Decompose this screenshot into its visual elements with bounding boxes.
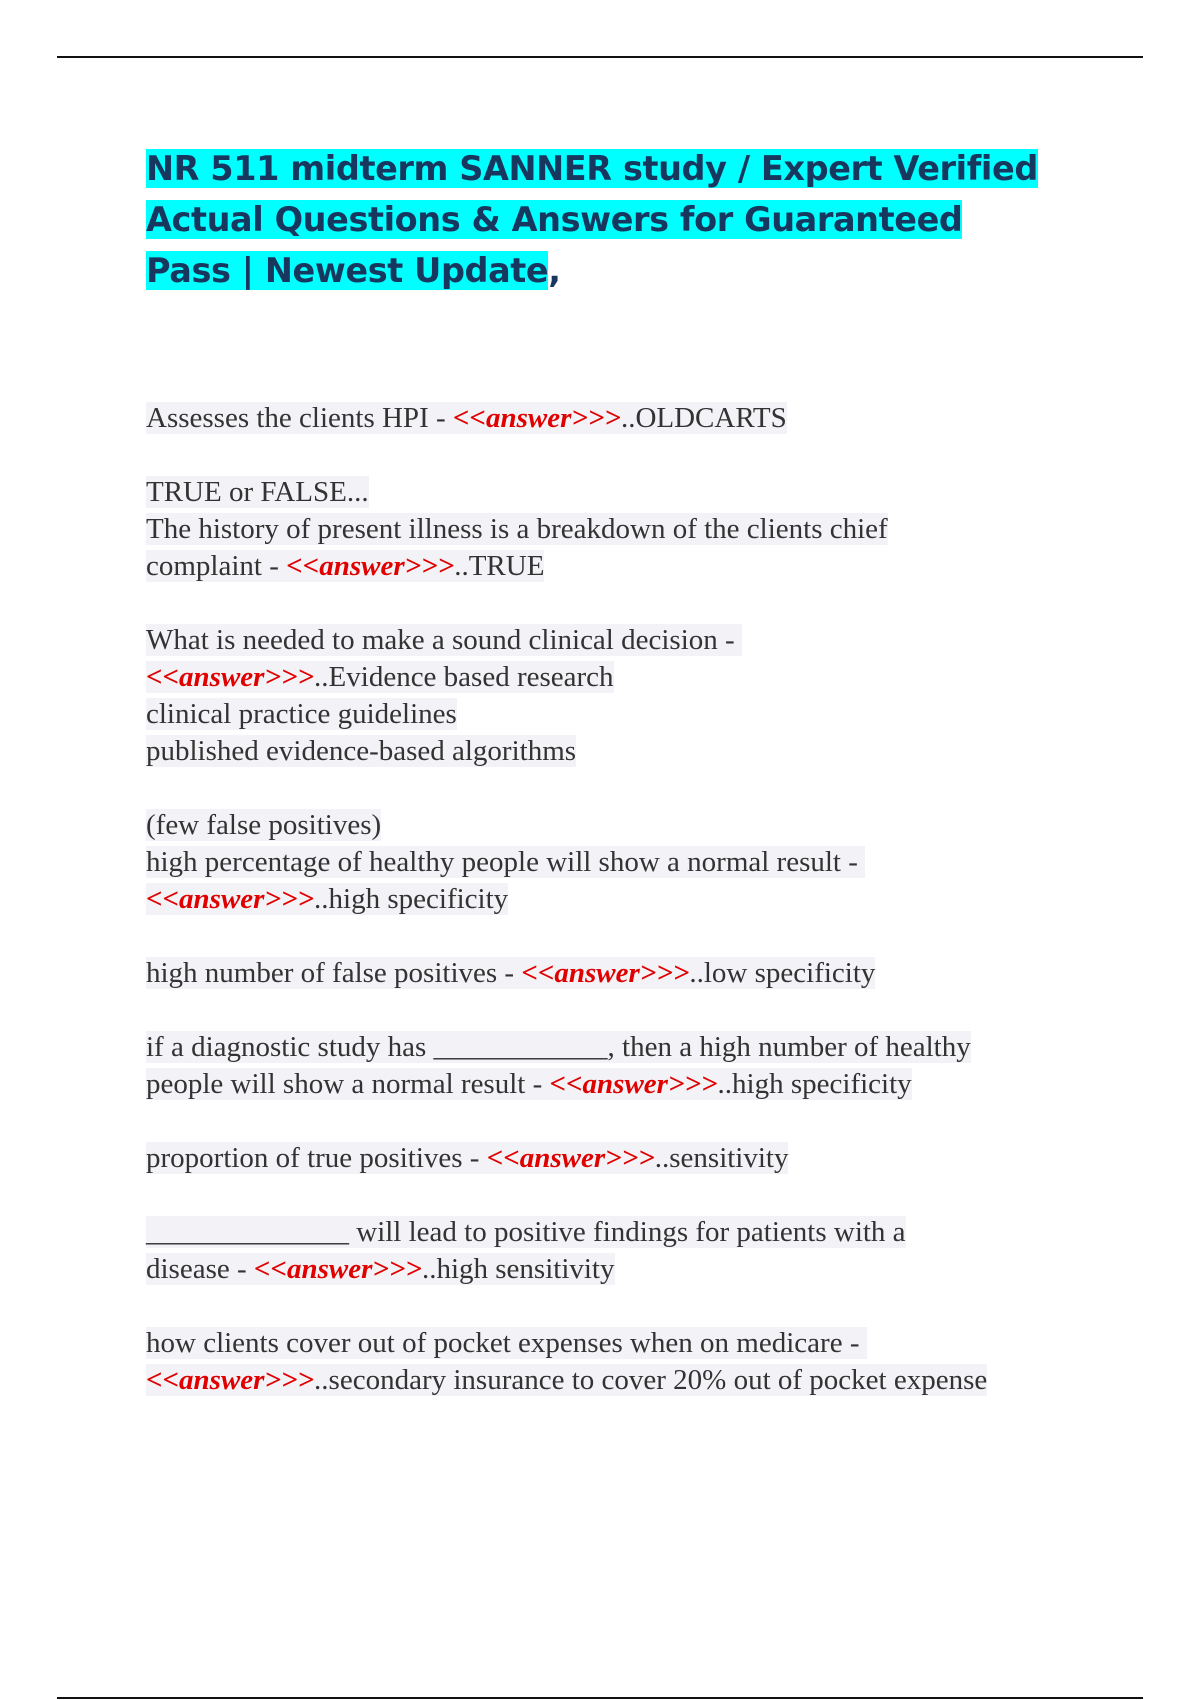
question-text: published evidence-based algorithms <box>146 735 577 767</box>
bottom-rule <box>57 1697 1143 1699</box>
title-trailing: , <box>548 251 561 290</box>
answer-marker: <<answer>>> <box>146 661 315 693</box>
qa-item <box>146 1029 1146 1103</box>
answer-text: ..secondary insurance to cover 20% out of pocket expense <box>314 1364 988 1396</box>
qa-line-text <box>146 402 787 434</box>
top-rule <box>57 56 1143 58</box>
qa-line-text <box>146 1031 971 1063</box>
question-text: high percentage of healthy people will show a normal result - <box>146 846 866 878</box>
qa-line <box>146 881 1146 918</box>
qa-line <box>146 955 1146 992</box>
qa-line <box>146 733 1146 770</box>
qa-line <box>146 548 1146 585</box>
qa-line-text <box>146 661 614 693</box>
qa-line <box>146 1251 1146 1288</box>
answer-text: ..Evidence based research <box>314 661 614 693</box>
answer-text: ..high specificity <box>717 1068 912 1100</box>
qa-line <box>146 1140 1146 1177</box>
question-text: if a diagnostic study has ____________, then a high number of healthy <box>146 1031 971 1063</box>
qa-line-text <box>146 1068 912 1100</box>
qa-line-text <box>146 513 888 545</box>
qa-line <box>146 622 1146 659</box>
qa-item <box>146 1325 1146 1399</box>
qa-line-text <box>146 624 742 656</box>
question-text: (few false positives) <box>146 809 382 841</box>
qa-line-text <box>146 846 865 878</box>
answer-marker: <<answer>>> <box>286 550 455 582</box>
question-text: clinical practice guidelines <box>146 698 457 730</box>
qa-line <box>146 1325 1146 1362</box>
qa-line-text <box>146 1327 867 1359</box>
qa-line-text <box>146 883 508 915</box>
qa-line <box>146 696 1146 733</box>
qa-line <box>146 844 1146 881</box>
answer-text: ..sensitivity <box>654 1142 789 1174</box>
answer-marker: <<answer>>> <box>549 1068 718 1100</box>
question-text: The history of present illness is a breakdown of the clients chief <box>146 513 888 545</box>
qa-line <box>146 1066 1146 1103</box>
question-text: high number of false positives - <box>146 957 522 989</box>
qa-item <box>146 807 1146 918</box>
qa-line-text <box>146 1142 788 1174</box>
answer-marker: <<answer>>> <box>521 957 690 989</box>
qa-line-text <box>146 1253 615 1285</box>
answer-marker: <<answer>>> <box>146 883 315 915</box>
answer-text: ..low specificity <box>689 957 876 989</box>
qa-item <box>146 955 1146 992</box>
qa-line <box>146 1362 1146 1399</box>
answer-marker: <<answer>>> <box>253 1253 422 1285</box>
qa-line-text <box>146 698 457 730</box>
qa-line <box>146 511 1146 548</box>
qa-line <box>146 400 1146 437</box>
qa-line-text <box>146 957 875 989</box>
question-text: how clients cover out of pocket expenses when on medicare - <box>146 1327 867 1359</box>
question-text: TRUE or FALSE... <box>146 476 369 508</box>
qa-line-text <box>146 735 576 767</box>
qa-line-text <box>146 1216 906 1248</box>
question-text: What is needed to make a sound clinical decision - <box>146 624 742 656</box>
answer-text: ..TRUE <box>454 550 545 582</box>
question-text: Assesses the clients HPI - <box>146 402 453 434</box>
qa-item <box>146 400 1146 437</box>
answer-marker: <<answer>>> <box>486 1142 655 1174</box>
question-text: disease - <box>146 1253 254 1285</box>
qa-line <box>146 807 1146 844</box>
qa-line <box>146 659 1146 696</box>
qa-item <box>146 474 1146 585</box>
qa-list <box>146 400 1146 1436</box>
question-text: proportion of true positives - <box>146 1142 487 1174</box>
qa-line-text <box>146 809 381 841</box>
qa-line-text <box>146 1364 987 1396</box>
qa-line-text <box>146 550 544 582</box>
answer-text: ..high sensitivity <box>421 1253 615 1285</box>
answer-marker: <<answer>>> <box>146 1364 315 1396</box>
qa-line <box>146 1029 1146 1066</box>
title-highlight: NR 511 midterm SANNER study / Expert Verified Actual Questions & Answers for Guaranteed Pass | Newest Update <box>146 149 1038 290</box>
qa-line-text <box>146 476 369 508</box>
qa-line <box>146 1214 1146 1251</box>
qa-line <box>146 474 1146 511</box>
question-text: people will show a normal result - <box>146 1068 550 1100</box>
qa-item <box>146 1214 1146 1288</box>
answer-text: ..OLDCARTS <box>620 402 787 434</box>
answer-marker: <<answer>>> <box>452 402 621 434</box>
qa-item <box>146 1140 1146 1177</box>
qa-item <box>146 622 1146 770</box>
question-text: complaint - <box>146 550 287 582</box>
answer-text: ..high specificity <box>314 883 509 915</box>
document-title <box>146 143 1046 296</box>
question-text: ______________ will lead to positive findings for patients with a <box>146 1216 906 1248</box>
